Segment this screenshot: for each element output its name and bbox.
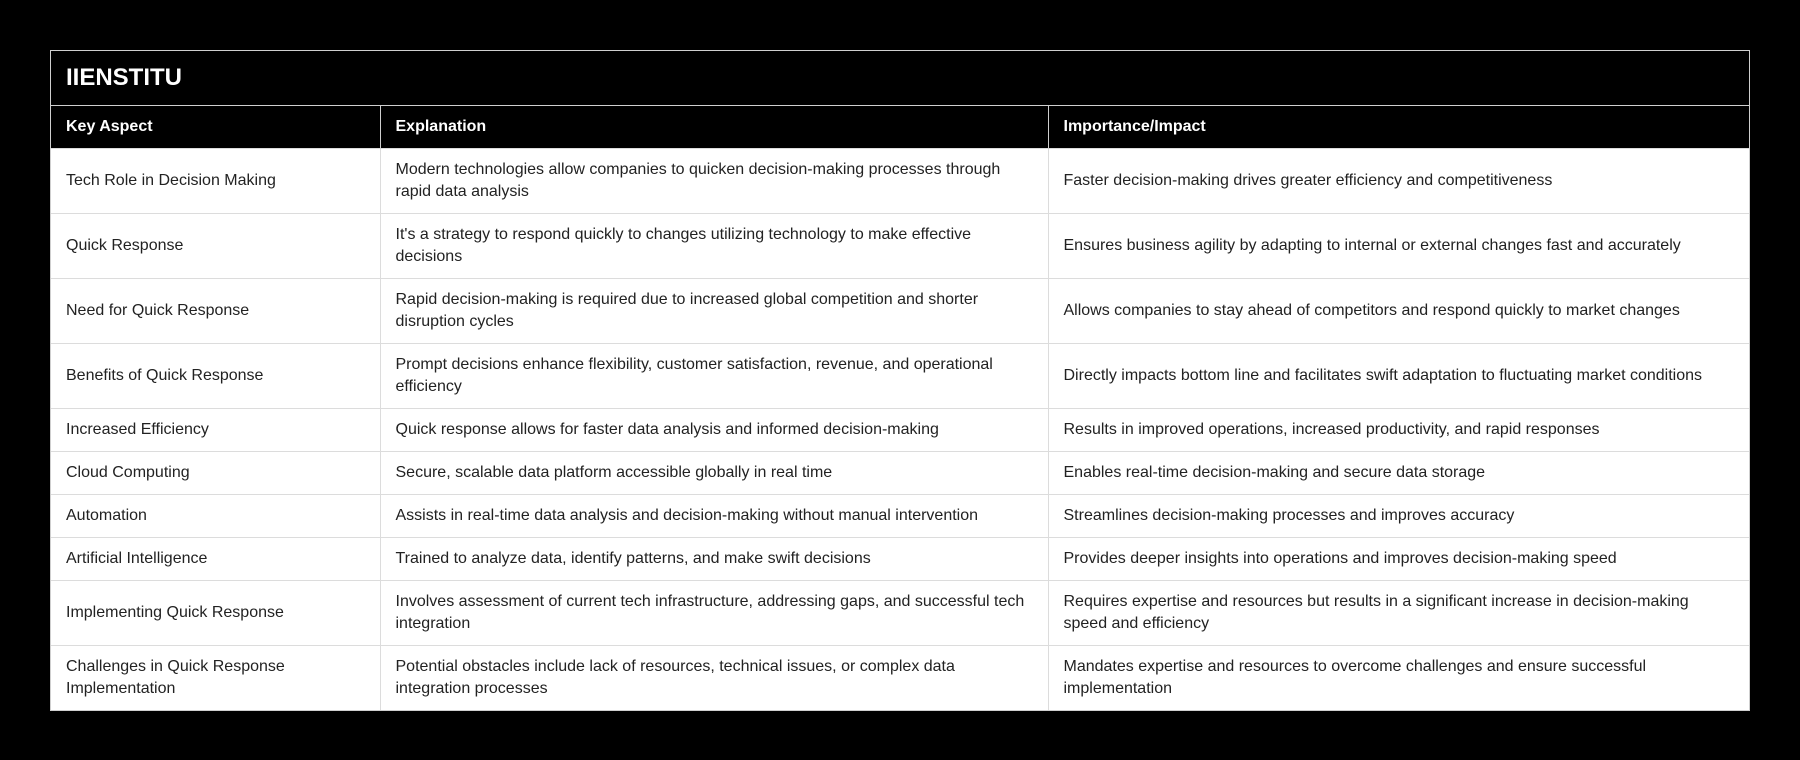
cell-impact: Ensures business agility by adapting to internal or external changes fast and accurately — [1048, 214, 1749, 279]
cell-impact: Requires expertise and resources but results in a significant increase in decision-making speed and efficiency — [1048, 581, 1749, 646]
table-row — [51, 452, 1749, 495]
cell-aspect: Automation — [51, 495, 380, 538]
table-row — [51, 409, 1749, 452]
table-row — [51, 538, 1749, 581]
cell-explanation: Rapid decision-making is required due to increased global competition and shorter disruption cycles — [380, 279, 1048, 344]
table-row — [51, 149, 1749, 214]
cell-impact: Provides deeper insights into operations and improves decision-making speed — [1048, 538, 1749, 581]
table-row — [51, 581, 1749, 646]
cell-explanation: Assists in real-time data analysis and decision-making without manual intervention — [380, 495, 1048, 538]
cell-impact: Mandates expertise and resources to overcome challenges and ensure successful implementation — [1048, 646, 1749, 711]
cell-impact: Directly impacts bottom line and facilitates swift adaptation to fluctuating market conditions — [1048, 344, 1749, 409]
table-row — [51, 344, 1749, 409]
column-header-importance: Importance/Impact — [1048, 106, 1749, 149]
cell-explanation: Modern technologies allow companies to quicken decision-making processes through rapid data analysis — [380, 149, 1048, 214]
table-row — [51, 646, 1749, 711]
cell-aspect: Need for Quick Response — [51, 279, 380, 344]
cell-impact: Results in improved operations, increased productivity, and rapid responses — [1048, 409, 1749, 452]
cell-explanation: Secure, scalable data platform accessible globally in real time — [380, 452, 1048, 495]
cell-aspect: Increased Efficiency — [51, 409, 380, 452]
cell-aspect: Implementing Quick Response — [51, 581, 380, 646]
cell-aspect: Cloud Computing — [51, 452, 380, 495]
cell-explanation: It's a strategy to respond quickly to changes utilizing technology to make effective decisions — [380, 214, 1048, 279]
data-table-container — [50, 50, 1750, 711]
data-table — [51, 106, 1749, 710]
cell-explanation: Potential obstacles include lack of resources, technical issues, or complex data integration processes — [380, 646, 1048, 711]
cell-impact: Allows companies to stay ahead of competitors and respond quickly to market changes — [1048, 279, 1749, 344]
column-header-explanation: Explanation — [380, 106, 1048, 149]
header-row — [51, 106, 1749, 149]
table-row — [51, 214, 1749, 279]
table-row — [51, 279, 1749, 344]
cell-explanation: Involves assessment of current tech infrastructure, addressing gaps, and successful tech integration — [380, 581, 1048, 646]
cell-aspect: Challenges in Quick Response Implementation — [51, 646, 380, 711]
table-title: IIENSTITU — [51, 51, 1749, 106]
cell-impact: Faster decision-making drives greater efficiency and competitiveness — [1048, 149, 1749, 214]
cell-explanation: Prompt decisions enhance flexibility, customer satisfaction, revenue, and operational efficiency — [380, 344, 1048, 409]
cell-impact: Streamlines decision-making processes and improves accuracy — [1048, 495, 1749, 538]
column-header-key-aspect: Key Aspect — [51, 106, 380, 149]
table-row — [51, 495, 1749, 538]
cell-explanation: Trained to analyze data, identify patterns, and make swift decisions — [380, 538, 1048, 581]
cell-aspect: Tech Role in Decision Making — [51, 149, 380, 214]
cell-aspect: Artificial Intelligence — [51, 538, 380, 581]
cell-impact: Enables real-time decision-making and secure data storage — [1048, 452, 1749, 495]
cell-aspect: Benefits of Quick Response — [51, 344, 380, 409]
cell-aspect: Quick Response — [51, 214, 380, 279]
cell-explanation: Quick response allows for faster data analysis and informed decision-making — [380, 409, 1048, 452]
